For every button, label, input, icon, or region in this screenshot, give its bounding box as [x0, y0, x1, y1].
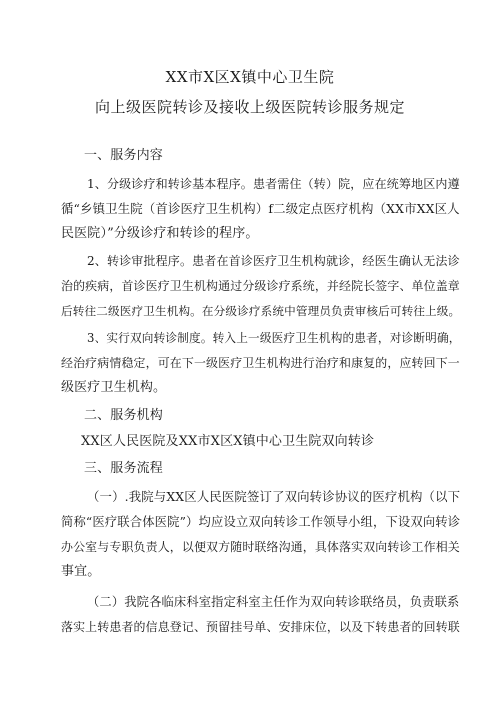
- paragraph-2-line-2: 治的疾病，首诊医疗卫生机构通过分级诊疗系统，并经院长签字、单位盖章: [61, 279, 460, 293]
- section-2-heading: 二、服务机构: [84, 408, 163, 423]
- paragraph-2-line-1: 2、转诊审批程序。患者在首诊医疗卫生机构就诊，经医生确认无法诊: [87, 254, 460, 268]
- paragraph-4-line-2: 简称“医疗联合体医院”）均应设立双向转诊工作领导小组，下设双向转诊: [61, 515, 461, 529]
- paragraph-2-line-3: 后转往二级医疗卫生机构。在分级诊疗系统中管理员负责审核后可转往上级。: [61, 304, 461, 318]
- document-title-line-1: XX市X区X镇中心卫生院: [165, 68, 335, 86]
- paragraph-4-line-4: 事宜。: [61, 564, 101, 579]
- paragraph-5-line-2: 落实上转患者的信息登记、预留挂号单、安排床位，以及下转患者的回转联: [61, 620, 460, 634]
- paragraph-4-line-1: （一）.我院与XX区人民医院签订了双向转诊协议的医疗机构（以下: [87, 489, 461, 504]
- document-title-line-2: 向上级医院转诊及接收上级医院转诊服务规定: [94, 98, 405, 116]
- paragraph-1-line-3: 民医院）”分级诊疗和转诊的程序。: [61, 226, 259, 241]
- paragraph-5-line-1: （二）我院各临床科室指定科室主任作为双向转诊联络员，负责联系: [87, 595, 460, 609]
- paragraph-3-line-3: 级医疗卫生机构。: [61, 380, 167, 395]
- paragraph-3-line-1: 3、实行双向转诊制度。转入上一级医疗卫生机构的患者，对诊断明确，: [87, 331, 461, 345]
- section-1-heading: 一、服务内容: [84, 148, 163, 163]
- section-2-body: XX区人民医院及XX市X区X镇中心卫生院双向转诊: [81, 434, 375, 449]
- paragraph-1-line-1: 1、分级诊疗和转诊基本程序。患者需住（转）院，应在统筹地区内遵: [87, 177, 460, 191]
- section-3-heading: 三、服务流程: [84, 461, 163, 476]
- paragraph-4-line-3: 办公室与专职负责人，以便双方随时联络沟通，具体落实双向转诊工作相关: [61, 540, 460, 554]
- paragraph-1-line-2: 循“乡镇卫生院（首诊医疗卫生机构）f二级定点医疗机构（XX市XX区人: [61, 201, 460, 216]
- paragraph-3-line-2: 经治疗病情稳定，可在下一级医疗卫生机构进行治疗和康复的，应转回下一: [61, 356, 460, 370]
